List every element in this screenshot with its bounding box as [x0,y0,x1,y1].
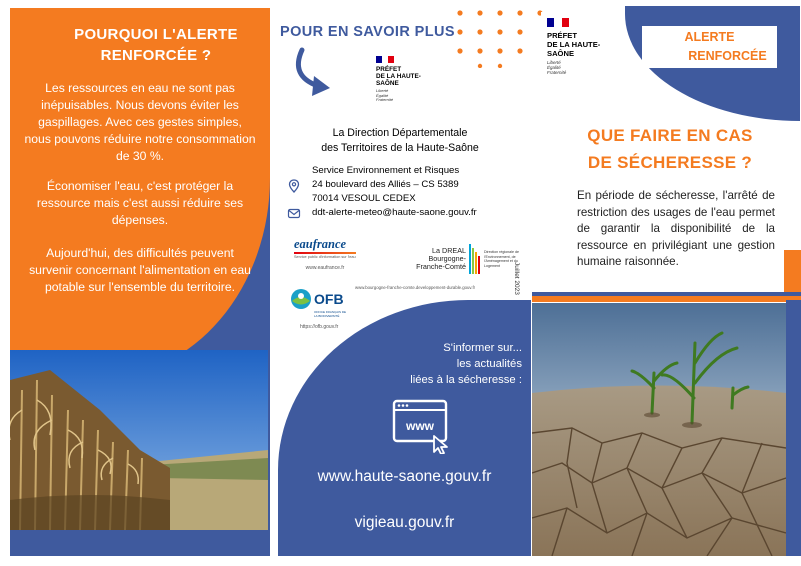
prefet-line1: PRÉFET [547,31,577,40]
left-paragraph-3: Aujourd'hui, des difficultés peuvent survenir concernant l'alimentation en eau potable sur l'ensemble du territoire. [29,246,251,294]
info-line2: les actualités [456,358,522,370]
eaufrance-url[interactable]: www.eaufrance.fr [305,265,345,271]
ofb-name: OFB [314,291,344,307]
decorative-dots [455,8,545,68]
right-title-line2: DE SÉCHERESSE ? [587,153,753,172]
middle-panel-title: POUR EN SAVOIR PLUS [280,24,455,40]
prefet-line3: SAÔNE [547,49,575,58]
eaufrance-underline [294,252,356,254]
ddt-line2: des Territoires de la Haute-Saône [321,142,479,154]
address-line1: 24 boulevard des Alliés – CS 5389 [312,179,459,190]
dry-soil-photo [532,303,786,556]
info-line3: liées à la sécheresse : [410,374,522,386]
prefet-line3: SAÔNE [376,80,399,87]
alert-line1: ALERTE [684,30,735,44]
dreal-url[interactable]: www.bourgogne-franche-comte.developpement-durable.gouv.fr [355,285,476,290]
info-intro [380,340,522,388]
right-panel-title [560,122,780,176]
info-line1: S'informer sur... [443,342,522,354]
dreal-logo [408,244,526,274]
alert-badge [642,26,777,68]
curved-arrow-icon [292,46,338,100]
www-label: www [405,419,435,433]
link-haute-saone[interactable]: www.haute-saone.gouv.fr [317,468,492,485]
ofb-url[interactable]: https://ofb.gouv.fr [300,324,339,330]
left-paragraph-1: Les ressources en eau ne sont pas inépuisables. Nous devons éviter les gaspillages. Avec ces gestes simples, nous pouvons réduire notre consommation de 30 %. [24,81,256,163]
alert-line2: RENFORCÉE [688,49,767,63]
prefet-motto2: Égalité [376,92,389,98]
ofb-logo [290,288,350,330]
address-line2: 70014 VESOUL CEDEX [312,193,416,204]
french-flag-icon [376,56,394,63]
ddt-line1: La Direction Départementale [332,127,468,139]
french-flag-icon [547,18,569,27]
dreal-name [408,247,466,271]
prefet-motto3: Fraternité [547,70,567,75]
left-title-line2: RENFORCÉE ? [100,47,212,64]
dreal-name-line2: Bourgogne- [428,254,466,263]
dreal-description: Direction régionale de l'Environnement, de l'Aménagement et du Logement [484,250,519,268]
dreal-name-line3: Franche-Comté [416,262,466,271]
prefet-line2: DE LA HAUTE- [547,40,601,49]
cornfield-photo [10,350,268,530]
prefet-motto1: Liberté [376,88,389,93]
browser-www-icon [391,398,453,454]
orange-divider-strip [532,296,801,302]
eaufrance-name: eaufrance [294,237,347,251]
ofb-emblem-icon [290,288,312,310]
right-blue-side [786,300,801,556]
left-title-line1: POURQUOI L'ALERTE [74,26,238,43]
location-pin-icon [287,179,301,193]
email-address[interactable]: ddt-alerte-meteo@haute-saone.gouv.fr [312,207,477,218]
prefet-logo-middle [376,56,421,103]
publication-date: Juillet 2023 [513,262,520,295]
prefet-motto1: Liberté [547,60,561,65]
prefet-motto2: Égalité [547,65,561,70]
email-icon [287,206,301,220]
eaufrance-tagline: Service public d'information sur l'eau [294,255,356,259]
link-vigieau[interactable]: vigieau.gouv.fr [354,514,455,531]
right-title-line1: QUE FAIRE EN CAS [587,126,753,145]
prefet-line1: PRÉFET [376,66,402,73]
orange-side-accent [784,250,801,294]
eaufrance-logo [294,238,356,271]
prefet-motto3: Fraternité [376,97,394,102]
ddt-name [300,126,500,156]
left-panel-title [40,24,272,66]
ofb-description: OFFICE FRANÇAIS DE LA BIODIVERSITÉ [314,310,347,318]
dreal-name-line1: La DREAL [432,246,466,255]
left-paragraph-2: Économiser l'eau, c'est protéger la ressource mais c'est aussi réduire ses dépenses. [36,179,244,227]
service-name: Service Environnement et Risques [312,165,460,176]
dreal-bars-icon [468,244,482,274]
prefet-line2: DE LA HAUTE- [376,73,421,80]
right-panel-paragraph: En période de sécheresse, l'arrêté de restriction des usages de l'eau permet de garantir la disponibilité de la ressource en privilégiant une gestion humaine raisonnée. [577,189,775,268]
prefet-logo-right [541,12,621,84]
